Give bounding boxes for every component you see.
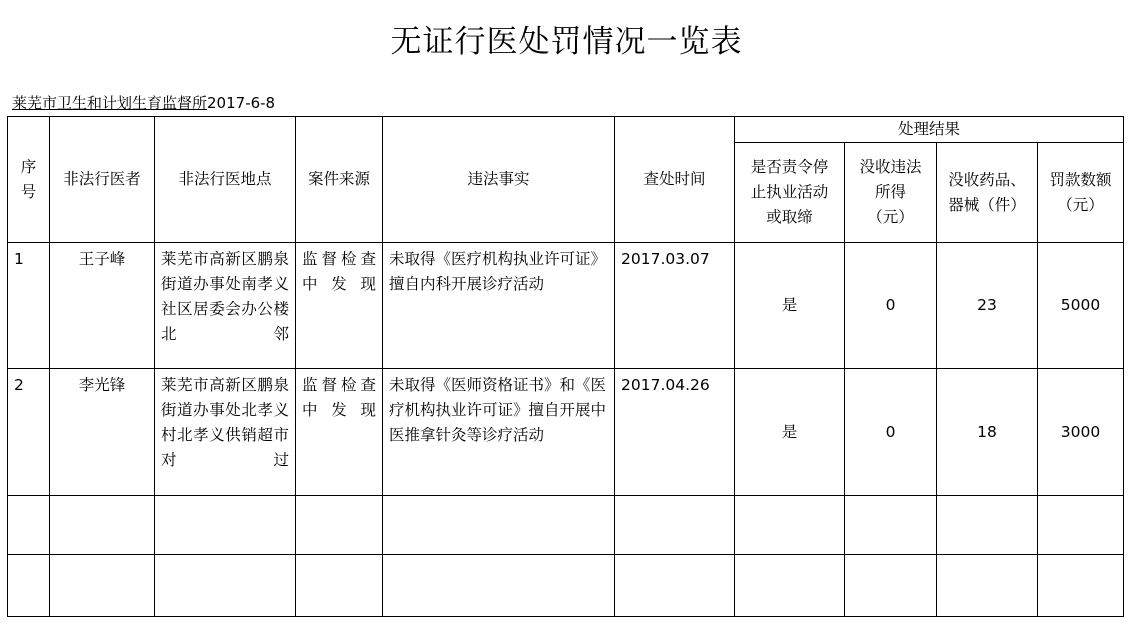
header-confiscated-income: 没收违法所得（元） xyxy=(845,143,937,243)
row-name: 王子峰 xyxy=(50,243,155,369)
header-time: 查处时间 xyxy=(615,117,735,243)
empty-cell xyxy=(155,555,296,617)
issuer-line xyxy=(12,92,275,113)
empty-cell xyxy=(1038,555,1124,617)
empty-cell xyxy=(50,496,155,555)
empty-cell xyxy=(937,496,1038,555)
row-time: 2017.03.07 xyxy=(615,243,735,369)
header-source: 案件来源 xyxy=(296,117,383,243)
penalty-table xyxy=(7,116,1124,617)
row-source: 监督检查中发现 xyxy=(296,369,383,496)
empty-cell xyxy=(1038,496,1124,555)
empty-cell xyxy=(735,555,845,617)
header-fine: 罚款数额（元） xyxy=(1038,143,1124,243)
issue-date: 2017-6-8 xyxy=(207,94,276,112)
row-fine: 3000 xyxy=(1038,369,1124,496)
table-row-empty xyxy=(8,496,1124,555)
issuing-organization: 莱芜市卫生和计划生育监督所 xyxy=(12,94,208,112)
row-time: 2017.04.26 xyxy=(615,369,735,496)
row-seq: 2 xyxy=(8,369,50,496)
header-seq: 序号 xyxy=(8,117,50,243)
table-row xyxy=(8,243,1124,369)
header-confiscated-drugs: 没收药品、器械（件） xyxy=(937,143,1038,243)
row-name: 李光锋 xyxy=(50,369,155,496)
empty-cell xyxy=(50,555,155,617)
empty-cell xyxy=(296,555,383,617)
row-source: 监督检查中发现 xyxy=(296,243,383,369)
row-ordered-stop: 是 xyxy=(735,243,845,369)
row-facts: 未取得《医师资格证书》和《医疗机构执业许可证》擅自开展中医推拿针灸等诊疗活动 xyxy=(383,369,615,496)
empty-cell xyxy=(615,496,735,555)
row-fine: 5000 xyxy=(1038,243,1124,369)
row-location: 莱芜市高新区鹏泉街道办事处南孝义社区居委会办公楼北邻 xyxy=(155,243,296,369)
empty-cell xyxy=(296,496,383,555)
empty-cell xyxy=(845,496,937,555)
row-ordered-stop: 是 xyxy=(735,369,845,496)
row-confiscated-income: 0 xyxy=(845,243,937,369)
row-location: 莱芜市高新区鹏泉街道办事处北孝义村北孝义供销超市对过 xyxy=(155,369,296,496)
empty-cell xyxy=(845,555,937,617)
row-facts: 未取得《医疗机构执业许可证》擅自内科开展诊疗活动 xyxy=(383,243,615,369)
row-seq: 1 xyxy=(8,243,50,369)
header-location: 非法行医地点 xyxy=(155,117,296,243)
table-row xyxy=(8,369,1124,496)
row-confiscated-drugs: 23 xyxy=(937,243,1038,369)
empty-cell xyxy=(615,555,735,617)
row-confiscated-drugs: 18 xyxy=(937,369,1038,496)
header-ordered-stop: 是否责令停止执业活动或取缔 xyxy=(735,143,845,243)
empty-cell xyxy=(8,555,50,617)
empty-cell xyxy=(937,555,1038,617)
empty-cell xyxy=(383,555,615,617)
empty-cell xyxy=(383,496,615,555)
header-name: 非法行医者 xyxy=(50,117,155,243)
header-facts: 违法事实 xyxy=(383,117,615,243)
empty-cell xyxy=(735,496,845,555)
header-result-group: 处理结果 xyxy=(735,117,1124,143)
page-title: 无证行医处罚情况一览表 xyxy=(390,24,743,60)
empty-cell xyxy=(8,496,50,555)
empty-cell xyxy=(155,496,296,555)
table-row-empty xyxy=(8,555,1124,617)
row-confiscated-income: 0 xyxy=(845,369,937,496)
